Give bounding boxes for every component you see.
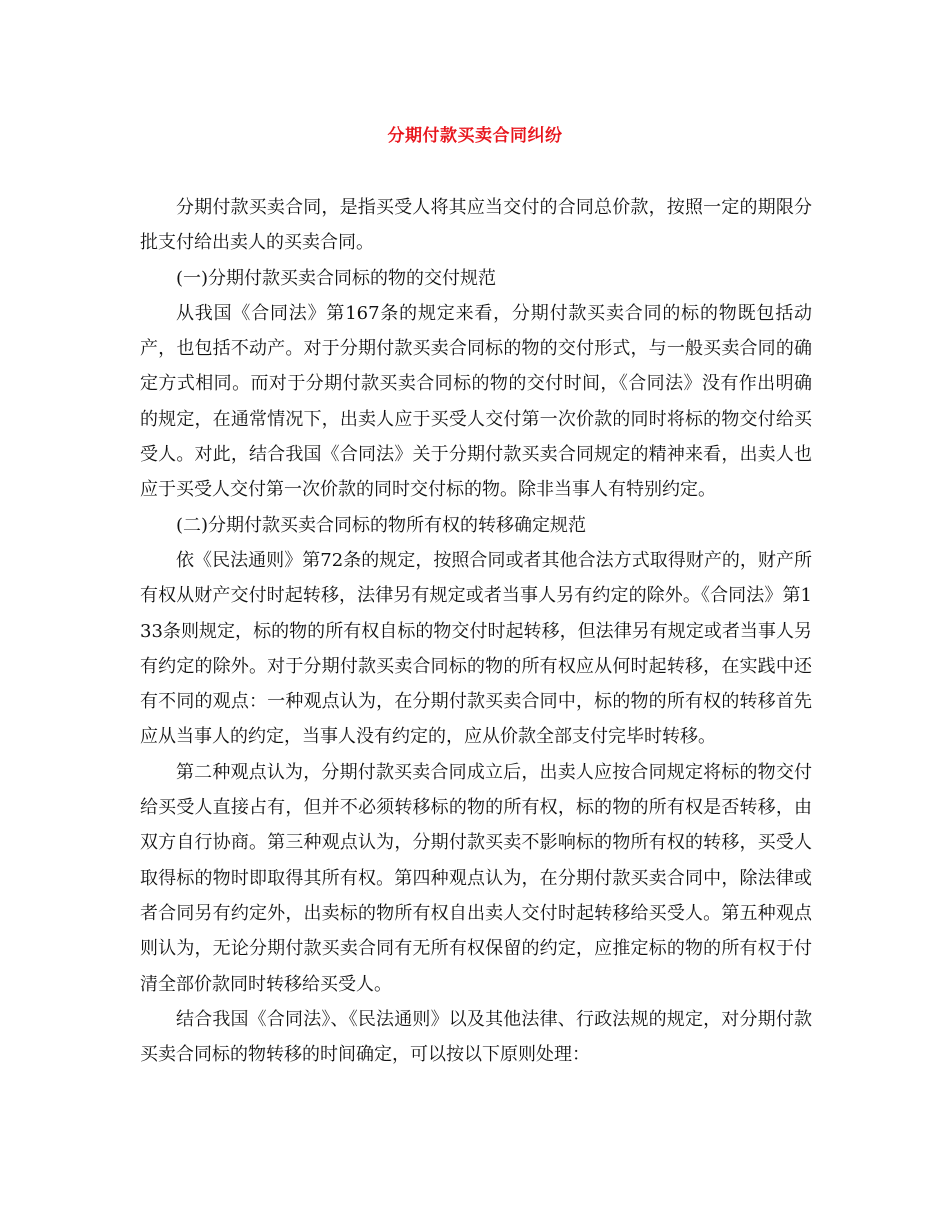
paragraph-viewpoints: 第二种观点认为，分期付款买卖合同成立后，出卖人应按合同规定将标的物交付给买受人直接占有，但并不必须转移标的物的所有权，标的物的所有权是否转移，由双方自行协商。第三种观点认为，分期付款买卖不影响标的物所有权的转移，买受人取得标的物时即取得其所有权。第四种观点认为，在分期付款买卖合同中，除法律或者合同另有约定外，出卖标的物所有权自出卖人交付时起转移给买受人。第五种观点则认为，无论分期付款买卖合同有无所有权保留的约定，应推定标的物的所有权于付清全部价款同时转移给买受人。 [140, 761, 812, 995]
paragraph-ownership: 依《民法通则》第72条的规定，按照合同或者其他合法方式取得财产的，财产所有权从财产交付时起转移，法律另有规定或者当事人另有约定的除外。《合同法》第133条则规定，标的物的所有权自标的物交付时起转移，但法律另有规定或者当事人另有约定的除外。对于分期付款买卖合同标的物的所有权应从何时起转移，在实践中还有不同的观点：一种观点认为，在分期付款买卖合同中，标的物的所有权的转移首先应从当事人的约定，当事人没有约定的，应从价款全部支付完毕时转移。 [140, 549, 812, 748]
document-body [140, 190, 812, 1072]
paragraph-principles: 结合我国《合同法》、《民法通则》以及其他法律、行政法规的规定，对分期付款买卖合同标的物转移的时间确定，可以按以下原则处理： [140, 1008, 812, 1066]
paragraph-delivery: 从我国《合同法》第167条的规定来看，分期付款买卖合同的标的物既包括动产，也包括不动产。对于分期付款买卖合同标的物的交付形式，与一般买卖合同的确定方式相同。而对于分期付款买卖合同标的物的交付时间，《合同法》没有作出明确的规定，在通常情况下，出卖人应于买受人交付第一次价款的同时将标的物交付给买受人。对此，结合我国《合同法》关于分期付款买卖合同规定的精神来看，出卖人也应于买受人交付第一次价款的同时交付标的物。除非当事人有特别约定。 [140, 302, 812, 501]
section-heading-ownership: (二)分期付款买卖合同标的物所有权的转移确定规范 [176, 514, 587, 536]
section-heading-delivery: (一)分期付款买卖合同标的物的交付规范 [176, 267, 497, 289]
document-title: 分期付款买卖合同纠纷 [387, 126, 563, 146]
paragraph-definition: 分期付款买卖合同，是指买受人将其应当交付的合同总价款，按照一定的期限分批支付给出卖人的买卖合同。 [140, 197, 812, 254]
